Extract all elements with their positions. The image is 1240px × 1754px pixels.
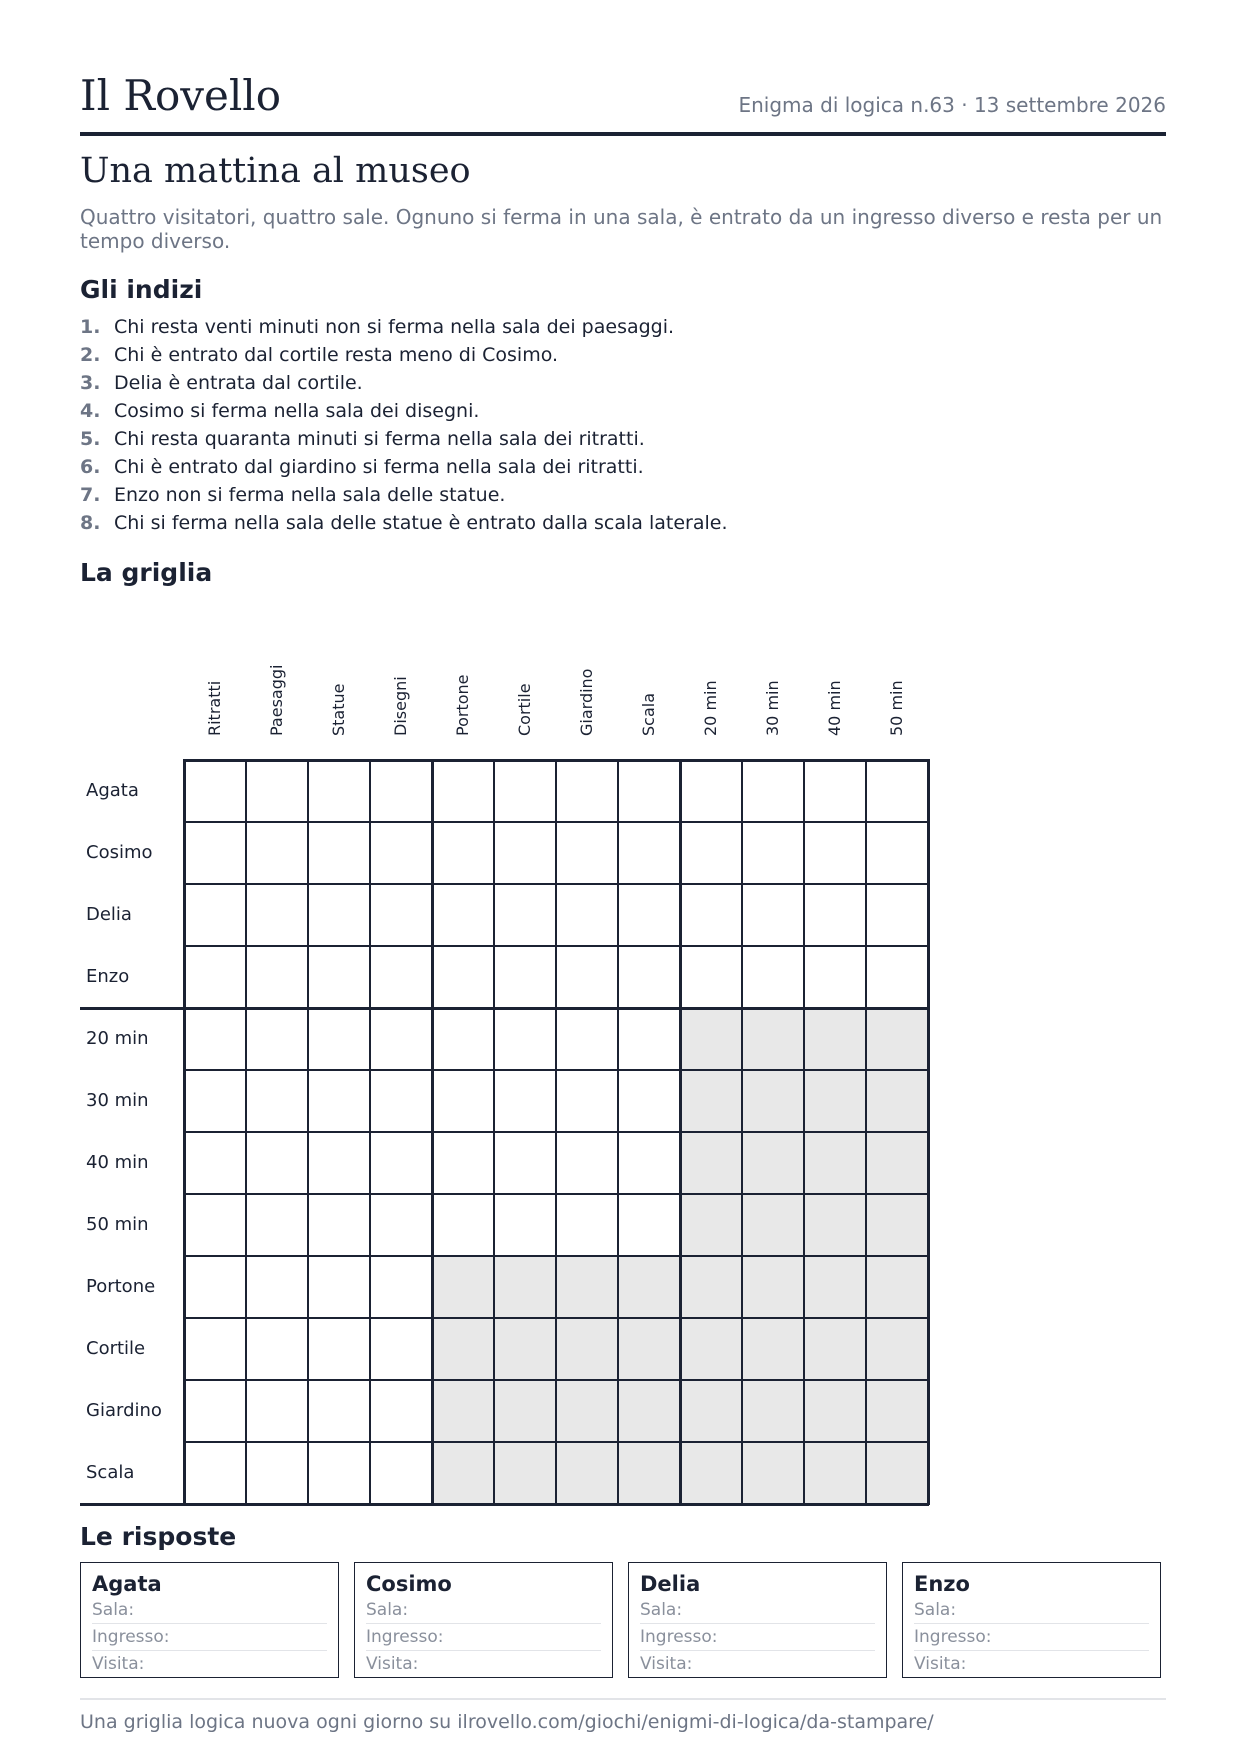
clue-number: 2. xyxy=(80,344,101,366)
column-header-label: Giardino xyxy=(577,668,596,736)
grid-cell[interactable] xyxy=(556,1194,618,1256)
column-header-label: Ritratti xyxy=(205,680,224,736)
grid-cell[interactable] xyxy=(618,822,680,884)
clue-text: Chi è entrato dal cortile resta meno di Cosimo. xyxy=(114,344,559,366)
column-header xyxy=(618,650,680,760)
column-header-label: Statue xyxy=(329,683,348,736)
grid-cell[interactable] xyxy=(556,884,618,946)
grid-cell[interactable] xyxy=(246,1380,308,1442)
grid-cell[interactable] xyxy=(494,760,556,822)
grid-cell-blocked xyxy=(680,1256,742,1318)
grid-cell[interactable] xyxy=(432,946,494,1008)
grid-cell[interactable] xyxy=(308,1318,370,1380)
column-header xyxy=(804,650,866,760)
answer-card-name: Delia xyxy=(640,1572,701,1596)
clue-number: 4. xyxy=(80,400,101,422)
answer-field[interactable]: Sala: xyxy=(914,1597,1149,1624)
grid-cell[interactable] xyxy=(494,1194,556,1256)
grid-cell[interactable] xyxy=(370,1008,432,1070)
answer-card xyxy=(80,1562,339,1678)
grid-cell[interactable] xyxy=(246,1256,308,1318)
grid-cell[interactable] xyxy=(494,884,556,946)
grid-cell-blocked xyxy=(680,1070,742,1132)
grid-cell-blocked xyxy=(866,1070,928,1132)
grid-cell[interactable] xyxy=(866,760,928,822)
grid-cell[interactable] xyxy=(742,822,804,884)
column-header xyxy=(556,650,618,760)
grid-cell[interactable] xyxy=(432,1070,494,1132)
row-header: 50 min xyxy=(86,1214,149,1235)
grid-cell-blocked xyxy=(866,1318,928,1380)
clue-item xyxy=(80,397,1166,425)
grid-cell[interactable] xyxy=(246,1318,308,1380)
grid-cell-blocked xyxy=(680,1132,742,1194)
clue-text: Cosimo si ferma nella sala dei disegni. xyxy=(114,400,480,422)
grid-cell-blocked xyxy=(556,1318,618,1380)
grid-cell[interactable] xyxy=(680,760,742,822)
grid-cell[interactable] xyxy=(556,946,618,1008)
grid-cell[interactable] xyxy=(184,822,246,884)
grid-cell-blocked xyxy=(618,1442,680,1504)
grid-cell-blocked xyxy=(804,1194,866,1256)
grid-cell[interactable] xyxy=(308,1442,370,1504)
answers-heading: Le risposte xyxy=(80,1522,237,1551)
grid-cell[interactable] xyxy=(308,946,370,1008)
grid-cell[interactable] xyxy=(370,946,432,1008)
grid-cell-blocked xyxy=(866,1008,928,1070)
grid-cell-blocked xyxy=(432,1380,494,1442)
grid-cell[interactable] xyxy=(246,1008,308,1070)
row-header: Portone xyxy=(86,1276,156,1297)
grid-cell[interactable] xyxy=(370,1070,432,1132)
row-header: Agata xyxy=(86,780,139,801)
answer-field[interactable]: Visita: xyxy=(92,1654,145,1674)
grid-cell[interactable] xyxy=(556,1008,618,1070)
grid-cell[interactable] xyxy=(494,1132,556,1194)
grid-cell[interactable] xyxy=(308,1070,370,1132)
grid-cell-blocked xyxy=(494,1380,556,1442)
grid-cell[interactable] xyxy=(246,1442,308,1504)
grid-cell[interactable] xyxy=(370,760,432,822)
clue-list xyxy=(80,313,1166,537)
grid-cell-blocked xyxy=(742,1132,804,1194)
grid-cell[interactable] xyxy=(184,1070,246,1132)
column-header-label: 40 min xyxy=(825,680,844,736)
grid-block-border xyxy=(183,759,186,1505)
grid-cell[interactable] xyxy=(494,1008,556,1070)
column-header-label: 30 min xyxy=(763,680,782,736)
grid-cell-blocked xyxy=(432,1256,494,1318)
grid-cell[interactable] xyxy=(618,760,680,822)
clue-item xyxy=(80,341,1166,369)
grid-cell[interactable] xyxy=(556,1070,618,1132)
grid-cell[interactable] xyxy=(432,760,494,822)
grid-cell[interactable] xyxy=(370,1194,432,1256)
column-header xyxy=(866,650,928,760)
grid-block-border xyxy=(927,759,930,1505)
grid-cell[interactable] xyxy=(184,1318,246,1380)
grid-cell[interactable] xyxy=(804,946,866,1008)
grid-cell[interactable] xyxy=(618,1070,680,1132)
answer-field[interactable]: Ingresso: xyxy=(92,1624,327,1651)
grid-cell[interactable] xyxy=(308,884,370,946)
grid-cell-blocked xyxy=(804,1380,866,1442)
grid-cell[interactable] xyxy=(432,1194,494,1256)
clue-number: 1. xyxy=(80,316,101,338)
grid-cell-blocked xyxy=(804,1442,866,1504)
clue-number: 8. xyxy=(80,512,101,534)
answer-card-name: Cosimo xyxy=(366,1572,452,1596)
clue-item xyxy=(80,453,1166,481)
grid-cell[interactable] xyxy=(308,1194,370,1256)
masthead xyxy=(80,70,1166,136)
answer-field[interactable]: Sala: xyxy=(640,1597,875,1624)
clue-item xyxy=(80,481,1166,509)
column-header xyxy=(184,650,246,760)
grid-cell[interactable] xyxy=(246,760,308,822)
grid-cell[interactable] xyxy=(370,822,432,884)
grid-cell[interactable] xyxy=(432,884,494,946)
clue-item xyxy=(80,425,1166,453)
clue-text: Chi si ferma nella sala delle statue è entrato dalla scala laterale. xyxy=(114,512,728,534)
footer-note: Una griglia logica nuova ogni giorno su ilrovello.com/giochi/enigmi-di-logica/da-stampare/ xyxy=(80,1698,1166,1734)
grid-cell[interactable] xyxy=(804,884,866,946)
grid-cell[interactable] xyxy=(742,946,804,1008)
grid-cell[interactable] xyxy=(184,1194,246,1256)
column-header-label: Paesaggi xyxy=(267,664,286,736)
grid-cell-blocked xyxy=(556,1380,618,1442)
grid-cell[interactable] xyxy=(742,760,804,822)
grid-cell-blocked xyxy=(742,1380,804,1442)
column-header-label: 50 min xyxy=(887,680,906,736)
column-header-label: Cortile xyxy=(515,683,534,736)
column-header-label: Disegni xyxy=(391,676,410,736)
column-header xyxy=(742,650,804,760)
answer-card xyxy=(902,1562,1161,1678)
grid-cell[interactable] xyxy=(308,1008,370,1070)
grid-cell-blocked xyxy=(618,1256,680,1318)
answer-field[interactable]: Visita: xyxy=(914,1654,967,1674)
issue-info: Enigma di logica n.63 · 13 settembre 2026 xyxy=(738,93,1166,117)
grid-cell[interactable] xyxy=(494,822,556,884)
grid-cell-blocked xyxy=(494,1318,556,1380)
grid-cell[interactable] xyxy=(556,1132,618,1194)
grid-heading: La griglia xyxy=(80,558,213,587)
grid-cell-blocked xyxy=(866,1380,928,1442)
grid-cell[interactable] xyxy=(246,884,308,946)
grid-block-border xyxy=(431,759,434,1505)
grid-block-border xyxy=(183,759,929,762)
column-header xyxy=(246,650,308,760)
grid-cell[interactable] xyxy=(370,884,432,946)
row-header: Delia xyxy=(86,904,132,925)
grid-cell[interactable] xyxy=(866,884,928,946)
grid-cell-blocked xyxy=(680,1380,742,1442)
grid-cell[interactable] xyxy=(494,1070,556,1132)
grid-cell[interactable] xyxy=(618,1008,680,1070)
grid-cell[interactable] xyxy=(308,1380,370,1442)
logic-grid xyxy=(80,650,940,1510)
grid-cell[interactable] xyxy=(556,822,618,884)
clue-text: Chi è entrato dal giardino si ferma nella sala dei ritratti. xyxy=(114,456,644,478)
grid-cell[interactable] xyxy=(246,1194,308,1256)
grid-cell[interactable] xyxy=(618,884,680,946)
grid-cell[interactable] xyxy=(556,760,618,822)
answer-card-name: Agata xyxy=(92,1572,162,1596)
grid-cell[interactable] xyxy=(308,760,370,822)
grid-cell[interactable] xyxy=(370,1132,432,1194)
row-header: Giardino xyxy=(86,1400,162,1421)
brand-name: Il Rovello xyxy=(80,71,282,120)
grid-cell[interactable] xyxy=(370,1442,432,1504)
grid-cell[interactable] xyxy=(804,760,866,822)
grid-cell[interactable] xyxy=(370,1318,432,1380)
grid-cell-blocked xyxy=(804,1070,866,1132)
grid-cell[interactable] xyxy=(184,1008,246,1070)
grid-cell[interactable] xyxy=(618,1194,680,1256)
grid-cell[interactable] xyxy=(618,1132,680,1194)
grid-block-border xyxy=(679,759,682,1505)
clue-item xyxy=(80,509,1166,537)
column-header xyxy=(432,650,494,760)
grid-cell[interactable] xyxy=(184,946,246,1008)
row-header: Scala xyxy=(86,1462,135,1483)
grid-cell[interactable] xyxy=(246,1132,308,1194)
grid-cell[interactable] xyxy=(432,1132,494,1194)
grid-cell-blocked xyxy=(866,1442,928,1504)
answer-field[interactable]: Ingresso: xyxy=(640,1624,875,1651)
grid-cell[interactable] xyxy=(184,884,246,946)
grid-cell-blocked xyxy=(432,1442,494,1504)
grid-cell-blocked xyxy=(804,1256,866,1318)
row-header: 40 min xyxy=(86,1152,149,1173)
grid-cell[interactable] xyxy=(804,822,866,884)
answer-field[interactable]: Visita: xyxy=(640,1654,693,1674)
clue-item xyxy=(80,369,1166,397)
clue-text: Enzo non si ferma nella sala delle statue. xyxy=(114,484,506,506)
grid-cell-blocked xyxy=(680,1008,742,1070)
grid-cell-blocked xyxy=(494,1442,556,1504)
clue-number: 6. xyxy=(80,456,101,478)
row-header: 30 min xyxy=(86,1090,149,1111)
grid-cell[interactable] xyxy=(184,1380,246,1442)
answer-card xyxy=(628,1562,887,1678)
grid-cell-blocked xyxy=(866,1194,928,1256)
grid-cell[interactable] xyxy=(184,1256,246,1318)
grid-cell-blocked xyxy=(494,1256,556,1318)
grid-cell-blocked xyxy=(866,1256,928,1318)
grid-block-border xyxy=(80,1007,929,1010)
puzzle-title: Una mattina al museo xyxy=(80,151,471,191)
answer-field[interactable]: Visita: xyxy=(366,1654,419,1674)
answer-field[interactable]: Ingresso: xyxy=(914,1624,1149,1651)
grid-cell[interactable] xyxy=(246,946,308,1008)
grid-cell[interactable] xyxy=(184,1132,246,1194)
answer-card xyxy=(354,1562,613,1678)
row-header: Enzo xyxy=(86,966,130,987)
grid-cell[interactable] xyxy=(432,822,494,884)
grid-cell[interactable] xyxy=(432,1008,494,1070)
grid-cell-blocked xyxy=(680,1318,742,1380)
grid-cell[interactable] xyxy=(866,822,928,884)
answer-field[interactable]: Sala: xyxy=(366,1597,601,1624)
grid-cell-blocked xyxy=(742,1256,804,1318)
grid-cell[interactable] xyxy=(618,946,680,1008)
grid-cell[interactable] xyxy=(184,1442,246,1504)
grid-cell-blocked xyxy=(804,1318,866,1380)
answer-card-name: Enzo xyxy=(914,1572,970,1596)
grid-cell[interactable] xyxy=(680,946,742,1008)
grid-cell-blocked xyxy=(742,1318,804,1380)
column-header-label: 20 min xyxy=(701,680,720,736)
grid-cell[interactable] xyxy=(866,946,928,1008)
column-header-label: Portone xyxy=(453,674,472,736)
column-header xyxy=(494,650,556,760)
grid-cell[interactable] xyxy=(494,946,556,1008)
row-header: Cosimo xyxy=(86,842,153,863)
clue-number: 5. xyxy=(80,428,101,450)
grid-cell-blocked xyxy=(804,1132,866,1194)
grid-cell[interactable] xyxy=(308,1132,370,1194)
grid-cell-blocked xyxy=(618,1318,680,1380)
grid-cell-blocked xyxy=(742,1442,804,1504)
grid-cell-blocked xyxy=(432,1318,494,1380)
grid-cell-blocked xyxy=(556,1442,618,1504)
clue-text: Chi resta quaranta minuti si ferma nella sala dei ritratti. xyxy=(114,428,645,450)
grid-cell[interactable] xyxy=(184,760,246,822)
grid-cell[interactable] xyxy=(680,822,742,884)
column-header xyxy=(308,650,370,760)
clue-text: Delia è entrata dal cortile. xyxy=(114,372,363,394)
row-header: Cortile xyxy=(86,1338,146,1359)
grid-cell-blocked xyxy=(742,1070,804,1132)
answer-cards xyxy=(80,1562,1166,1678)
grid-cell-blocked xyxy=(680,1194,742,1256)
grid-cell-blocked xyxy=(742,1008,804,1070)
grid-block-border xyxy=(80,1503,929,1506)
grid-cell-blocked xyxy=(742,1194,804,1256)
grid-cell-blocked xyxy=(618,1380,680,1442)
grid-cell[interactable] xyxy=(246,822,308,884)
answer-field[interactable]: Ingresso: xyxy=(366,1624,601,1651)
grid-cell[interactable] xyxy=(308,1256,370,1318)
column-header xyxy=(680,650,742,760)
clue-text: Chi resta venti minuti non si ferma nella sala dei paesaggi. xyxy=(114,316,675,338)
clue-number: 7. xyxy=(80,484,101,506)
answer-field[interactable]: Sala: xyxy=(92,1597,327,1624)
grid-cell-blocked xyxy=(556,1256,618,1318)
grid-cell[interactable] xyxy=(742,884,804,946)
puzzle-intro: Quattro visitatori, quattro sale. Ognuno si ferma in una sala, è entrato da un ingresso diverso e resta per un tempo diverso. xyxy=(80,205,1163,253)
grid-cell-blocked xyxy=(680,1442,742,1504)
grid-cell[interactable] xyxy=(308,822,370,884)
column-header xyxy=(370,650,432,760)
grid-cell[interactable] xyxy=(680,884,742,946)
column-header-label: Scala xyxy=(639,692,658,736)
grid-cell[interactable] xyxy=(370,1256,432,1318)
grid-cell[interactable] xyxy=(246,1070,308,1132)
clues-heading: Gli indizi xyxy=(80,275,203,304)
grid-cell-blocked xyxy=(866,1132,928,1194)
grid-cell-blocked xyxy=(804,1008,866,1070)
grid-cell[interactable] xyxy=(370,1380,432,1442)
clue-number: 3. xyxy=(80,372,101,394)
row-header: 20 min xyxy=(86,1028,149,1049)
clue-item xyxy=(80,313,1166,341)
